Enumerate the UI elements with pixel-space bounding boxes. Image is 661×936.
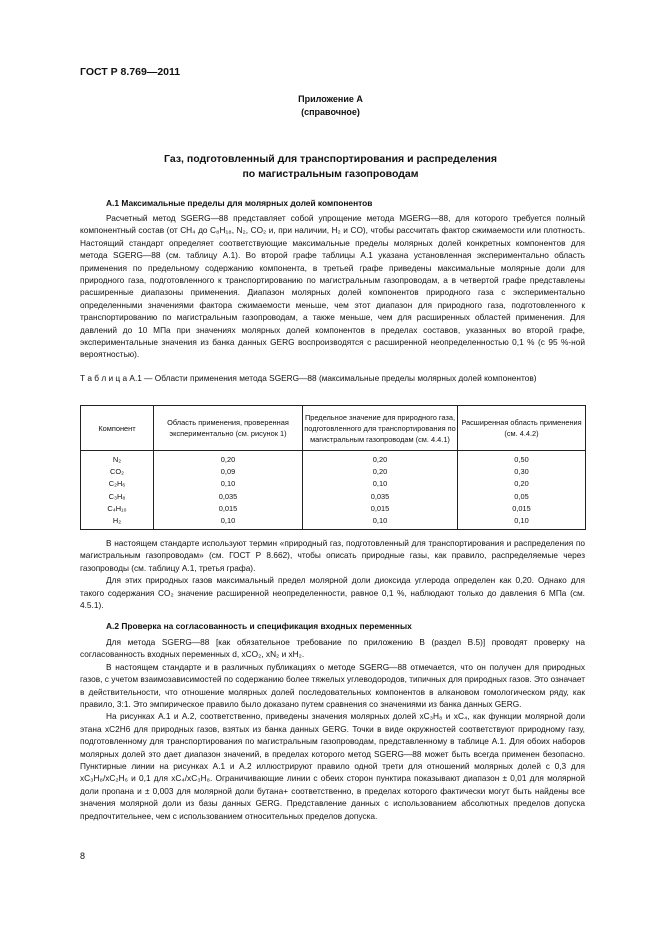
table-cell: 0,10 (154, 515, 303, 530)
table-cell: N₂ (81, 451, 154, 467)
table-cell: 0,09 (154, 466, 303, 478)
table-cell: 0,20 (303, 451, 458, 467)
table-cell: 0,035 (303, 491, 458, 503)
table-cell: 0,50 (458, 451, 586, 467)
paragraph-a2-1: Для метода SGERG—88 [как обязательное требование по приложению В (раздел В.5)] проводят проверку на согласованность входных переменных d, xCO₂, xN₂ и xH₂. (80, 637, 585, 660)
paragraph-a2-3: На рисунках А.1 и А.2, соответственно, приведены значения молярных долей xC₃H₈ и xC₄, как функции молярной доли этана xC2H6 для природных газов, взятых из банка данных GERG. Точки в виде окружностей соответствуют природному газу, подготовленному для транспортирования по магистральным газопроводам, представленному в таблице А.1. Для обоих наборов молярных долей это дает диапазон значений, в пределах которого метод SGERG—88 может быть всегда применен безопасно. Пунктирные линии на рисунках А.1 и А.2 иллюстрируют правило одной трети для отношений молярных долей с 0,3 для xC₃H₈/xC₂H₆ и 0,1 для xC₄/xC₃H₈. Ограничивающие линии с обеих сторон пунктира показывают диапазон ± 0,01 для молярной доли пропана и ± 0,003 для молярной доли бутана+ соответственно, в пределах которого фактически могут быть найдены все значения молярной доли из базы данных GERG. Представление данных с использованием абсолютных пределов допуска предпочтительнее, чем с использованием относительных пределов допуска. (80, 711, 585, 821)
table-header-component: Компонент (81, 406, 154, 451)
table-cell: C₄H₁₀ (81, 503, 154, 515)
table-row (81, 515, 586, 530)
table-cell: 0,015 (303, 503, 458, 515)
table-header-extended: Расширенная область применения (см. 4.4.2) (458, 406, 586, 451)
doc-title-line1: Газ, подготовленный для транспортирования и распределения (164, 153, 497, 165)
table-cell: C₃H₈ (81, 491, 154, 503)
section-a1-heading: А.1 Максимальные пределы для молярных долей компонентов (106, 198, 373, 208)
table-row (81, 491, 586, 503)
doc-title-line2: по магистральным газопроводам (242, 168, 419, 180)
table-cell: 0,30 (458, 466, 586, 478)
table-cell: 0,10 (303, 515, 458, 530)
table-cell: 0,035 (154, 491, 303, 503)
annex-title: Приложение А (298, 94, 363, 104)
table-row (81, 478, 586, 490)
table-cell: 0,10 (303, 478, 458, 490)
table-cell: H₂ (81, 515, 154, 530)
table-cell: 0,10 (154, 478, 303, 490)
table-header-experimental: Область применения, проверенная экспериментально (см. рисунок 1) (154, 406, 303, 451)
paragraph-a2 (80, 636, 585, 822)
table-cell: 0,015 (154, 503, 303, 515)
table-row (81, 466, 586, 478)
table-row (81, 503, 586, 515)
paragraph-term: В настоящем стандарте используют термин «природный газ, подготовленный для транспортирования и распределения по магистральным газопроводам» (см. ГОСТ Р 8.662), чтобы описать природные газы, как правило, распределяемые через газопроводы (см. таблицу А.1, третья графа). (80, 538, 585, 573)
table-caption: Т а б л и ц а А.1 — Области применения метода SGERG—88 (максимальные пределы молярных долей компонентов) (80, 373, 537, 383)
table-cell: C₂H₆ (81, 478, 154, 490)
paragraph-a1 (80, 212, 585, 361)
annex-note: (справочное) (301, 107, 360, 117)
page-number: 8 (80, 851, 86, 861)
running-header: ГОСТ Р 8.769—2011 (80, 66, 181, 78)
table-cell: 0,20 (458, 478, 586, 490)
table-a1 (80, 405, 586, 530)
paragraph-a1-text: Расчетный метод SGERG—88 представляет собой упрощение метода MGERG—88, для которого требуется полный компонентный состав (от CH₄ до C₈H₁₈, N₂, CO₂ и, при наличии, H₂ и CO), чтобы рассчитать фактор сжимаемости или плотность. Настоящий стандарт определяет соответствующие максимальные пределы молярных долей конкретных компонентов для метода SGERG—88 (см. таблицу А.1). Во второй графе таблицы А.1 указана установленная экспериментально область применения по предельному содержанию компонента, в третьей графе приведены максимальные молярные доли для природного газа, подготовленного к транспортированию по магистральным газопроводам, а в четвертой графе представлены расширенные диапазоны применения. Диапазон молярных долей компонентов природного газа с экспериментально определенными значениями фактора сжимаемости меньше, чем этот диапазон для природного газа, подготовленного к транспортированию по магистральным газопроводам, а также меньше, чем для расширенных областей применения. Для давлений до 10 МПа при значениях молярных долей компонентов в пределах составов, указанных во второй графе, экспериментальные значения из банка данных GERG воспроизводятся с расширенной неопределенностью 0,1 % (с 95 %-ной вероятностью). (80, 213, 585, 360)
table-cell: 0,05 (458, 491, 586, 503)
table-cell: 0,10 (458, 515, 586, 530)
section-a2-heading: А.2 Проверка на согласованность и спецификация входных переменных (106, 621, 412, 631)
paragraph-after-table (80, 537, 585, 611)
table-row (81, 451, 586, 467)
table-cell: CO₂ (81, 466, 154, 478)
paragraph-a2-2: В настоящем стандарте и в различных публикациях о методе SGERG—88 отмечается, что он получен для природных газов, с учетом взаимозависимостей по содержанию более тяжелых углеводородов, типичных для природных газов. Это означает в действительности, что отношение молярных долей последовательных компонентов в алкановом гомологическом ряду, как правило, 3:1. Это эмпирическое правило было доказано путем сравнения со значениями из банка данных GERG. (80, 661, 585, 710)
table-header-limit: Предельное значение для природного газа, подготовленного для транспортирования по магистральным газопроводам (см. 4.4.1) (303, 406, 458, 451)
table-cell: 0,20 (303, 466, 458, 478)
table-cell: 0,20 (154, 451, 303, 467)
paragraph-co2: Для этих природных газов максимальный предел молярной доли диоксида углерода определен как 0,20. Однако для такого содержания CO₂ значение расширенной неопределенности, равное 0,1 %, наблюдают только до давления 6 МПа (см. 4.5.1). (80, 575, 585, 611)
table-cell: 0,015 (458, 503, 586, 515)
